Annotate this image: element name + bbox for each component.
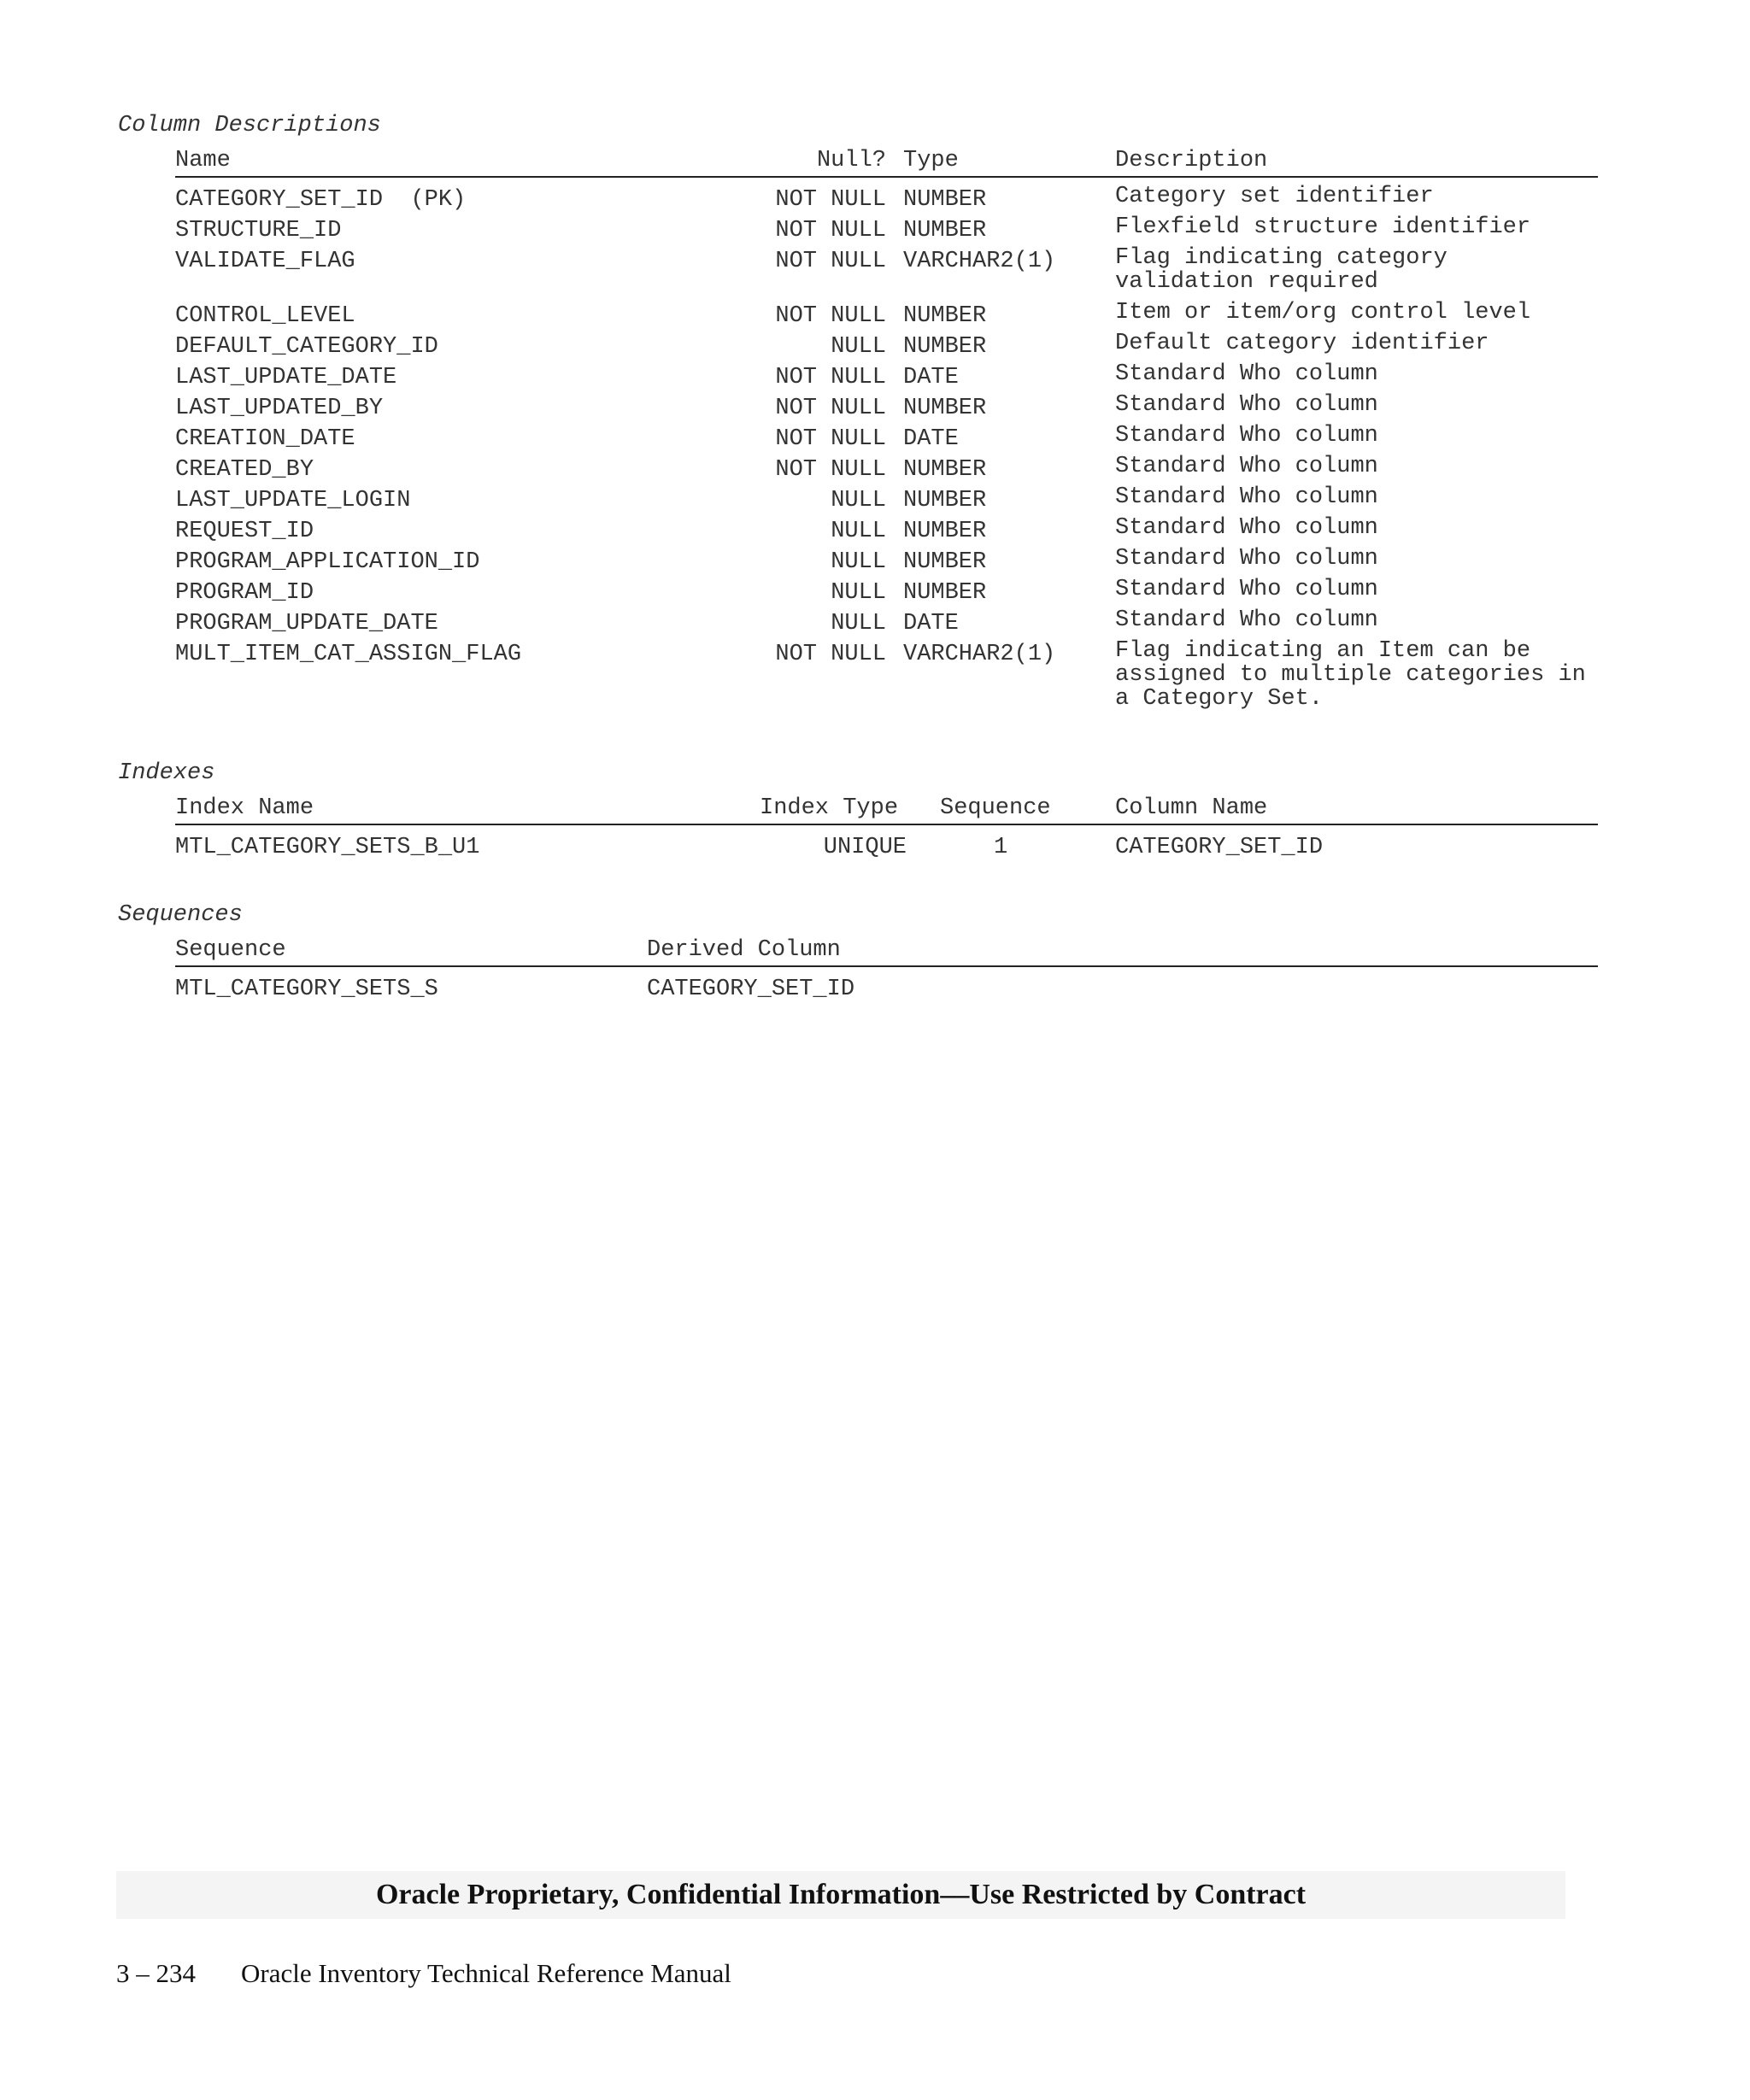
column-name: CONTROL_LEVEL	[175, 303, 355, 329]
null-flag: NULL	[831, 334, 886, 360]
column-name: MULT_ITEM_CAT_ASSIGN_FLAG	[175, 642, 522, 667]
column-type: NUMBER	[903, 396, 987, 421]
column-name: LAST_UPDATED_BY	[175, 396, 384, 421]
column-name: CREATED_BY	[175, 457, 314, 483]
column-type: DATE	[903, 365, 959, 390]
column-description: Standard Who column	[1115, 423, 1378, 449]
null-flag: NULL	[831, 549, 886, 575]
header-derived-column: Derived Column	[647, 937, 841, 963]
column-name: LAST_UPDATE_DATE	[175, 365, 397, 390]
header-name: Name	[175, 148, 231, 173]
column-description: Default category identifier	[1115, 331, 1489, 356]
column-name: PROGRAM_UPDATE_DATE	[175, 611, 438, 636]
index-row	[175, 832, 1598, 863]
column-name: PROGRAM_APPLICATION_ID	[175, 549, 480, 575]
null-flag: NOT NULL	[775, 303, 886, 329]
column-description: Flag indicating category validation required	[1115, 245, 1448, 295]
null-flag: NULL	[831, 580, 886, 606]
column-type: DATE	[903, 426, 959, 452]
column-name: CATEGORY_SET_ID (PK)	[175, 187, 467, 213]
null-flag: NULL	[831, 488, 886, 513]
column-type: NUMBER	[903, 187, 987, 213]
sequences-title: Sequences	[118, 902, 243, 928]
column-type: NUMBER	[903, 549, 987, 575]
column-type: VARCHAR2(1)	[903, 642, 1056, 667]
null-flag: NOT NULL	[775, 365, 886, 390]
header-column-name: Column Name	[1115, 795, 1268, 821]
column-name: LAST_UPDATE_LOGIN	[175, 488, 411, 513]
column-description: Standard Who column	[1115, 484, 1378, 510]
header-type: Type	[903, 148, 959, 173]
header-index-type: Index Type	[760, 795, 899, 821]
column-name: VALIDATE_FLAG	[175, 249, 355, 274]
column-description: Flag indicating an Item can be assigned to multiple categories in a Category Set.	[1115, 638, 1586, 712]
confidential-banner: Oracle Proprietary, Confidential Information––Use Restricted by Contract	[116, 1871, 1565, 1919]
header-sequence: Sequence	[940, 795, 1051, 821]
sequence-derived-column: CATEGORY_SET_ID	[647, 977, 855, 1002]
page-footer	[116, 1958, 731, 1989]
index-name: MTL_CATEGORY_SETS_B_U1	[175, 835, 480, 860]
column-type: NUMBER	[903, 457, 987, 483]
header-null: Null?	[816, 148, 886, 173]
indexes-title: Indexes	[118, 760, 215, 786]
column-description: Item or item/org control level	[1115, 300, 1531, 326]
header-index-name: Index Name	[175, 795, 314, 821]
column-description: Standard Who column	[1115, 546, 1378, 572]
column-description: Standard Who column	[1115, 577, 1378, 602]
null-flag: NOT NULL	[775, 249, 886, 274]
column-name: REQUEST_ID	[175, 519, 314, 544]
column-description: Standard Who column	[1115, 454, 1378, 479]
null-flag: NOT NULL	[775, 642, 886, 667]
column-type: NUMBER	[903, 519, 987, 544]
null-flag: NULL	[831, 611, 886, 636]
sequence-row	[175, 974, 1598, 1005]
null-flag: NULL	[831, 519, 886, 544]
null-flag: NOT NULL	[775, 218, 886, 243]
null-flag: NOT NULL	[775, 187, 886, 213]
column-type: DATE	[903, 611, 959, 636]
null-flag: NOT NULL	[775, 426, 886, 452]
column-type: NUMBER	[903, 303, 987, 329]
column-type: NUMBER	[903, 488, 987, 513]
indexes-header	[175, 793, 1598, 825]
column-type: NUMBER	[903, 580, 987, 606]
column-type: VARCHAR2(1)	[903, 249, 1056, 274]
column-descriptions-header	[175, 145, 1598, 178]
manual-title: Oracle Inventory Technical Reference Manual	[241, 1958, 731, 1988]
column-description: Flexfield structure identifier	[1115, 214, 1531, 240]
column-type: NUMBER	[903, 218, 987, 243]
column-descriptions-title: Column Descriptions	[118, 113, 381, 138]
column-description: Standard Who column	[1115, 361, 1378, 387]
column-name: STRUCTURE_ID	[175, 218, 342, 243]
index-type: UNIQUE	[823, 835, 907, 860]
column-name: PROGRAM_ID	[175, 580, 314, 606]
column-description: Category set identifier	[1115, 184, 1434, 209]
sequences-header	[175, 935, 1598, 967]
null-flag: NOT NULL	[775, 396, 886, 421]
column-description: Standard Who column	[1115, 515, 1378, 541]
header-description: Description	[1115, 148, 1268, 173]
column-description: Standard Who column	[1115, 607, 1378, 633]
column-type: NUMBER	[903, 334, 987, 360]
index-sequence: 1	[994, 835, 1008, 860]
column-name: DEFAULT_CATEGORY_ID	[175, 334, 438, 360]
page-number: 3 – 234	[116, 1958, 196, 1988]
null-flag: NOT NULL	[775, 457, 886, 483]
column-name: CREATION_DATE	[175, 426, 355, 452]
sequence-name: MTL_CATEGORY_SETS_S	[175, 977, 438, 1002]
column-description: Standard Who column	[1115, 392, 1378, 418]
header-seq: Sequence	[175, 937, 286, 963]
index-column-name: CATEGORY_SET_ID	[1115, 835, 1324, 860]
